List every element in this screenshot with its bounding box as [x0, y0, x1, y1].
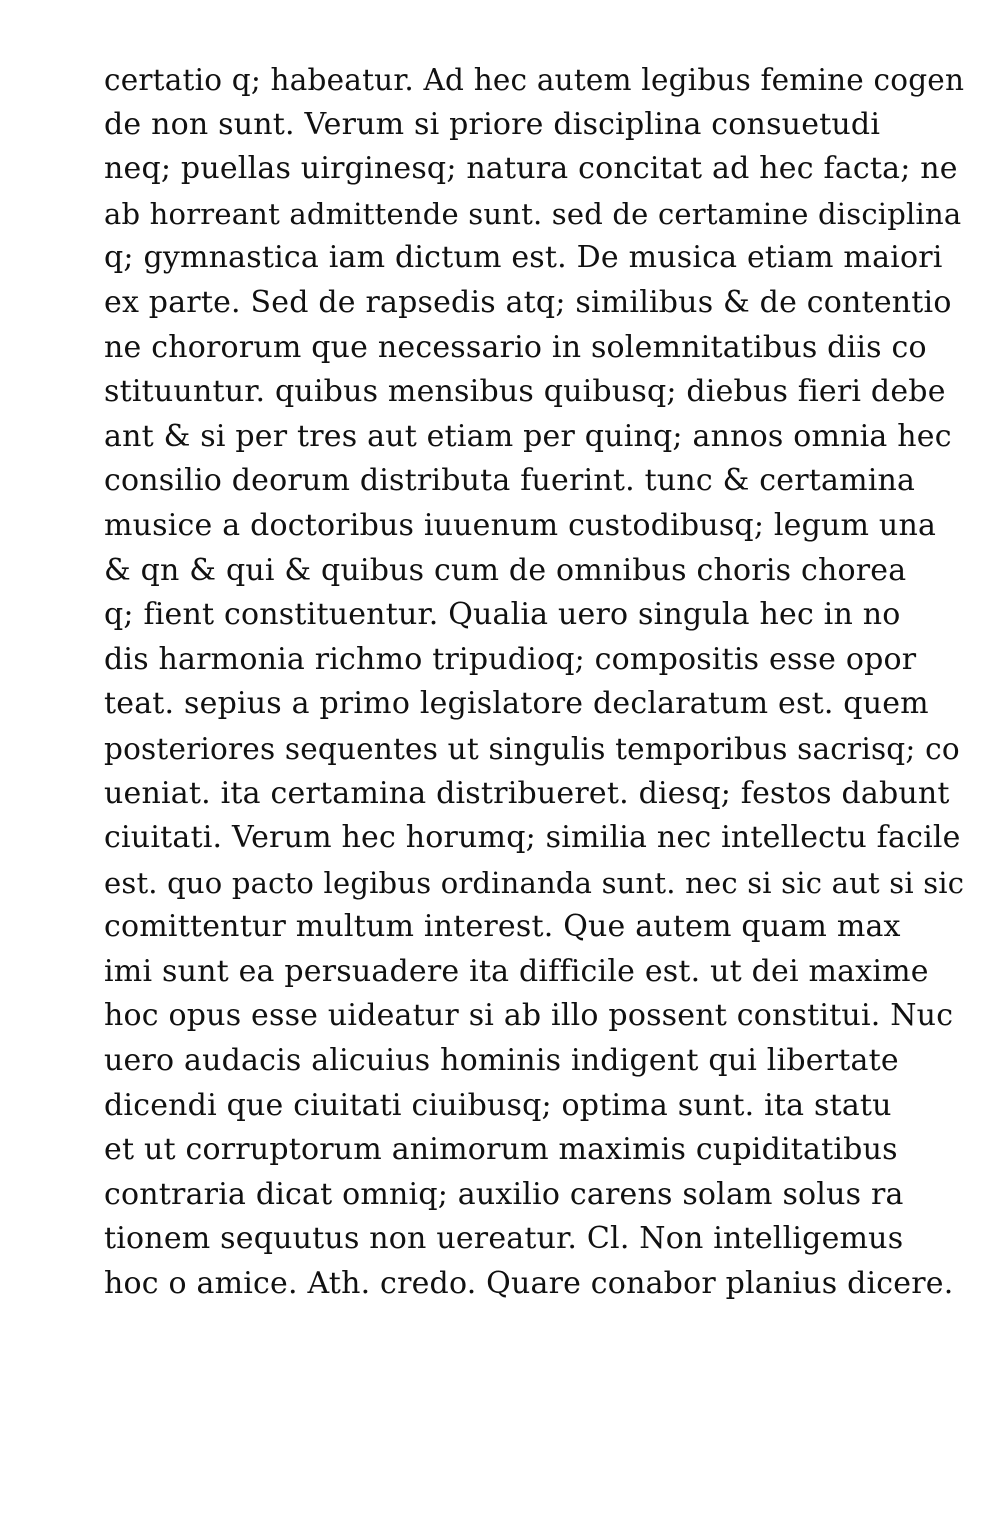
text-line: musice a doctoribus iuuenum custodibusq; legum una: [104, 507, 937, 543]
text-line: q; gymnastica iam dictum est. De musica etiam maiori: [104, 240, 943, 276]
text-line: ciuitati. Verum hec horumq; similia nec intellectu facile: [104, 820, 961, 856]
manuscript-text-block: [104, 58, 964, 1307]
text-line: et ut corruptorum animorum maximis cupiditatibus: [104, 1132, 898, 1168]
text-line: de non sunt. Verum si priore disciplina consuetudi: [104, 106, 881, 142]
text-line: contraria dicat omniq; auxilio carens solam solus ra: [104, 1176, 904, 1212]
text-line: uero audacis alicuius hominis indigent qui libertate: [104, 1043, 899, 1079]
text-line: ne chororum que necessario in solemnitatibus diis co: [104, 329, 927, 365]
text-line: tionem sequutus non uereatur. Cl. Non intelligemus: [104, 1221, 904, 1257]
text-line: consilio deorum distributa fuerint. tunc & certamina: [104, 463, 916, 499]
text-line: hoc opus esse uideatur si ab illo possent constitui. Nuc: [104, 998, 954, 1034]
text-line: certatio q; habeatur. Ad hec autem legibus femine cogen: [104, 63, 965, 97]
text-line: hoc o amice. Ath. credo. Quare conabor planius dicere.: [104, 1266, 954, 1302]
text-line: ant & si per tres aut etiam per quinq; annos omnia hec: [104, 418, 952, 454]
text-line: comittentur multum interest. Que autem quam max: [104, 909, 901, 945]
text-line: dicendi que ciuitati ciuibusq; optima sunt. ita statu: [104, 1087, 892, 1123]
text-line: ueniat. ita certamina distribueret. diesq; festos dabunt: [104, 775, 950, 811]
text-line: ab horreant admittende sunt. sed de certamine disciplina: [104, 196, 962, 231]
text-line: & qn & qui & quibus cum de omnibus choris chorea: [104, 552, 907, 588]
text-line: neq; puellas uirginesq; natura concitat ad hec facta; ne: [104, 151, 958, 187]
text-line: posteriores sequentes ut singulis temporibus sacrisq; co: [104, 731, 960, 766]
text-line: stituuntur. quibus mensibus quibusq; diebus fieri debe: [104, 374, 946, 410]
text-line: ex parte. Sed de rapsedis atq; similibus & de contentio: [104, 284, 952, 320]
text-line: dis harmonia richmo tripudioq; compositis esse opor: [104, 641, 917, 677]
text-line: teat. sepius a primo legislatore declaratum est. quem: [104, 686, 929, 722]
text-line: est. quo pacto legibus ordinanda sunt. nec si sic aut si sic: [104, 865, 965, 900]
text-line: imi sunt ea persuadere ita difficile est. ut dei maxime: [104, 953, 929, 989]
text-line: q; fient constituentur. Qualia uero singula hec in no: [104, 597, 901, 633]
